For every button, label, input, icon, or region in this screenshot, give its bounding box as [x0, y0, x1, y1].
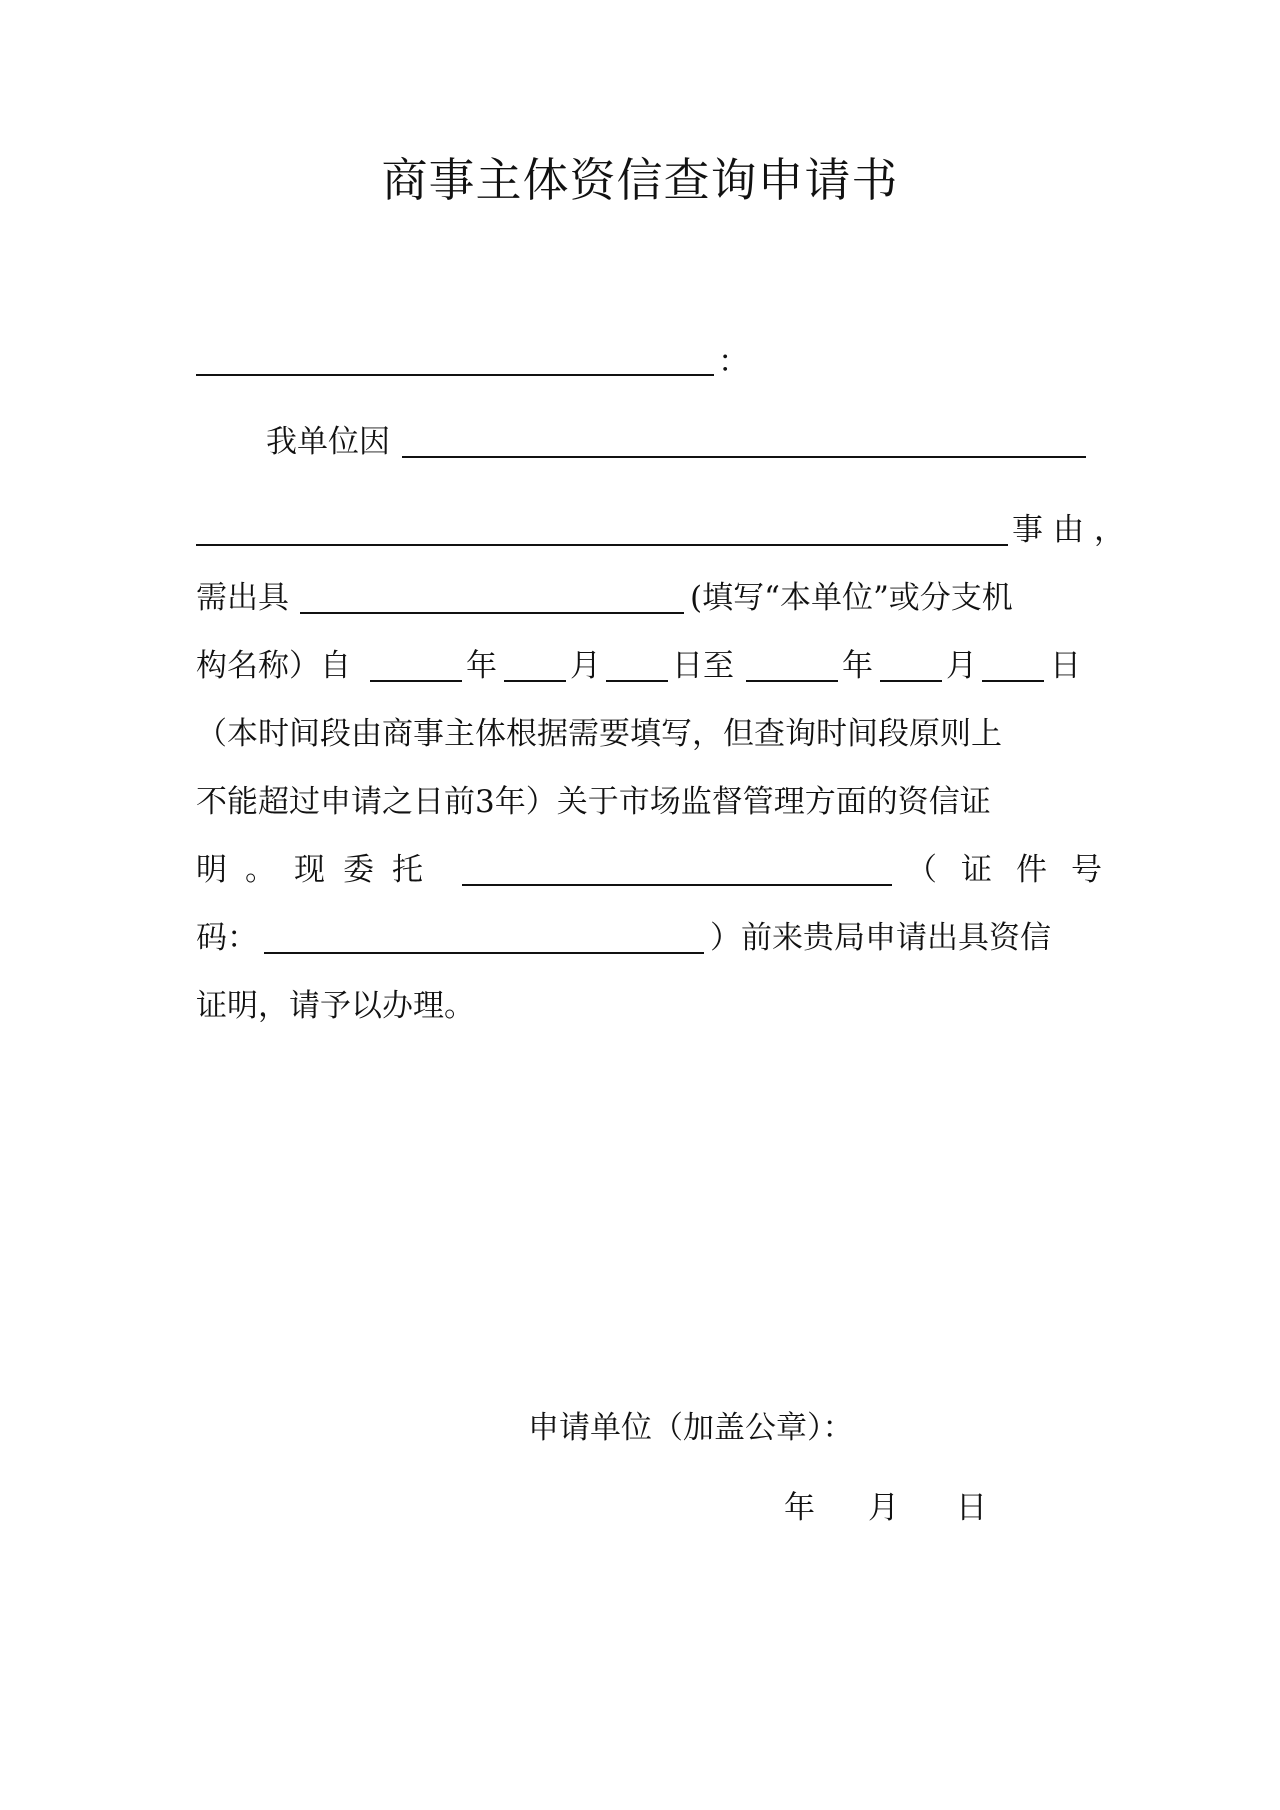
end-year-blank[interactable]	[746, 680, 838, 682]
document-title: 商事主体资信查询申请书	[381, 153, 899, 207]
closing-line	[196, 984, 1086, 1028]
line3-suffix: (填写“本单位”或分支机	[690, 580, 1013, 616]
line3-prefix: 需出具	[196, 580, 289, 616]
line6-text: 不能超过申请之日前3年）关于市场监督管理方面的资信证	[196, 784, 991, 820]
note-line-2	[196, 780, 1086, 824]
start-year-blank[interactable]	[370, 680, 462, 682]
start-day-blank[interactable]	[606, 680, 668, 682]
end-day-label: 日	[1050, 648, 1081, 684]
signature-label: 申请单位（加盖公章）：	[528, 1410, 854, 1446]
reason-line-1	[196, 420, 1086, 464]
line9-text: 证明，请予以办理。	[196, 988, 475, 1024]
issuer-line	[196, 576, 1086, 620]
delegate-line	[196, 848, 1126, 892]
start-month-blank[interactable]	[504, 680, 566, 682]
addressee-line	[196, 340, 1086, 384]
line8-prefix: 码：	[196, 920, 258, 956]
date-year-label: 年	[784, 1490, 815, 1526]
reason-blank-2[interactable]	[196, 544, 1008, 546]
line7-suffix: （证件号	[906, 852, 1126, 888]
day-to-label: 日至	[672, 648, 734, 684]
end-year-label: 年	[842, 648, 873, 684]
line8-suffix: ）前来贵局申请出具资信	[710, 920, 1051, 956]
id-number-line	[196, 916, 1086, 960]
addressee-blank[interactable]	[196, 374, 714, 376]
line2-suffix: 事由，	[1012, 512, 1135, 548]
line7-prefix: 明。现委托	[196, 852, 441, 888]
addressee-colon: ：	[718, 344, 749, 380]
issuer-blank[interactable]	[300, 612, 684, 614]
end-month-blank[interactable]	[880, 680, 942, 682]
note-line-1	[196, 712, 1086, 756]
line5-text: （本时间段由商事主体根据需要填写，但查询时间段原则上	[196, 716, 1002, 752]
line4-prefix: 构名称）自	[196, 648, 351, 684]
start-month-label: 月	[570, 648, 601, 684]
delegate-name-blank[interactable]	[462, 884, 892, 886]
end-day-blank[interactable]	[982, 680, 1044, 682]
id-number-blank[interactable]	[264, 952, 704, 954]
date-month-label: 月	[868, 1490, 899, 1526]
reason-blank-1[interactable]	[402, 456, 1086, 458]
reason-line-2	[196, 508, 1135, 552]
line1-prefix: 我单位因	[266, 424, 390, 460]
start-year-label: 年	[466, 648, 497, 684]
period-line	[196, 644, 1086, 688]
date-day-label: 日	[956, 1490, 987, 1526]
end-month-label: 月	[946, 648, 977, 684]
